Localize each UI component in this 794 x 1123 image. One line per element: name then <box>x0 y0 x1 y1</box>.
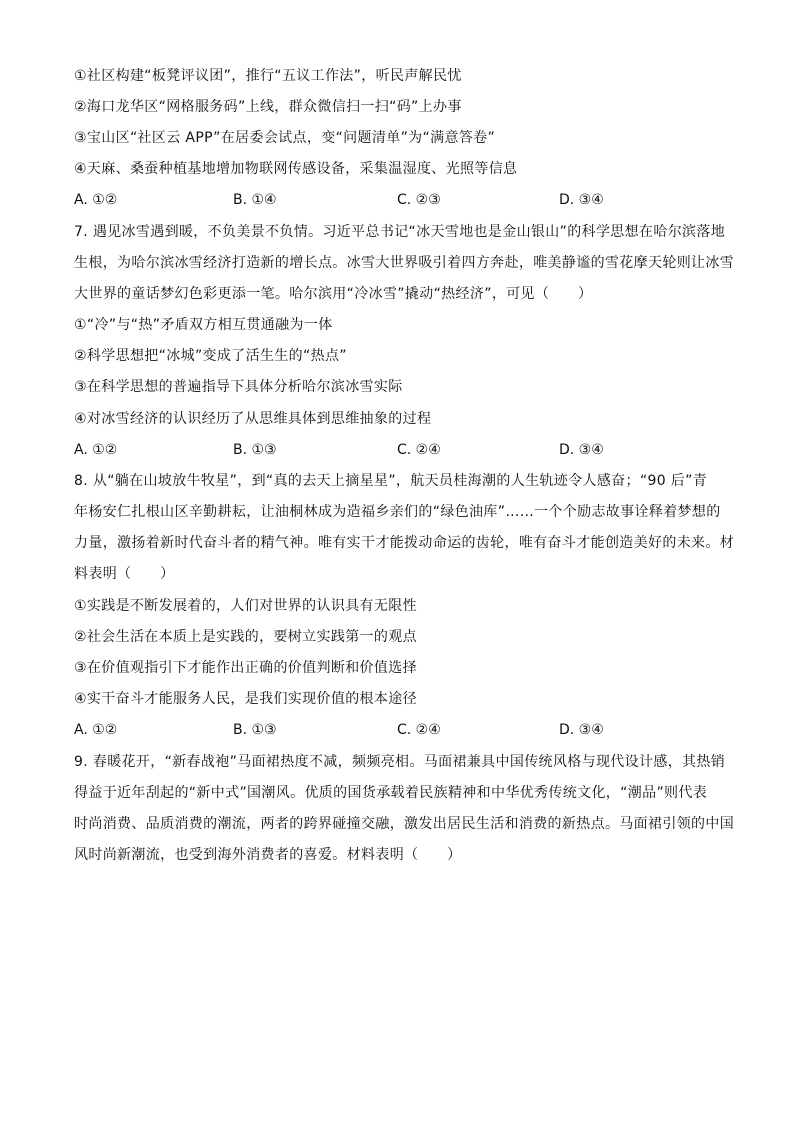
q7-options <box>74 440 724 460</box>
q8-stem-line-3: 力量，激扬着新时代奋斗者的精气神。唯有实干才能拨动命运的齿轮，唯有奋斗才能创造美好的未来。材 <box>74 535 735 551</box>
q8-stem-line-4: 料表明（ ） <box>74 566 175 582</box>
q9-stem-line-1: 9. 春暖花开，“新春战袍”马面裙热度不减，频频亮相。马面裙兼具中国传统风格与现代设计感，其热销 <box>74 754 726 770</box>
q7-item-2: ②科学思想把“冰城”变成了活生生的“热点” <box>74 348 347 364</box>
q7-option-d: D. ③④ <box>559 442 604 458</box>
q6-item-4: ④天麻、桑蚕种植基地增加物联网传感设备，采集温湿度、光照等信息 <box>74 161 518 177</box>
q7-option-a: A. ①② <box>74 442 118 458</box>
q8-item-1: ①实践是不断发展着的，人们对世界的认识具有无限性 <box>74 598 417 614</box>
q8-item-2: ②社会生活在本质上是实践的，要树立实践第一的观点 <box>74 629 417 645</box>
q9-stem-line-2: 得益于近年刮起的“新中式”国潮风。优质的国货承载着民族精神和中华优秀传统文化，“潮品”则代表 <box>74 785 708 801</box>
q8-stem-line-2: 年杨安仁扎根山区辛勤耕耘，让油桐林成为造福乡亲们的“绿色油库”……一个个励志故事诠释着梦想的 <box>74 504 721 520</box>
q8-option-c: C. ②④ <box>397 722 441 738</box>
q9-stem-line-3: 时尚消费、品质消费的潮流，两者的跨界碰撞交融，激发出居民生活和消费的新热点。马面裙引领的中国 <box>74 816 735 832</box>
q6-option-d: D. ③④ <box>559 192 604 208</box>
q8-options <box>74 720 724 740</box>
q9-stem-line-4: 风时尚新潮流，也受到海外消费者的喜爱。材料表明（ ） <box>74 847 462 863</box>
q7-item-1: ①“冷”与“热”矛盾双方相互贯通融为一体 <box>74 317 333 333</box>
q7-stem-line-2: 生根，为哈尔滨冰雪经济打造新的增长点。冰雪大世界吸引着四方奔赴，唯美静谧的雪花摩天轮则让冰雪 <box>74 255 735 271</box>
q6-option-a: A. ①② <box>74 192 118 208</box>
q8-item-3: ③在价值观指引下才能作出正确的价值判断和价值选择 <box>74 660 417 676</box>
q8-option-d: D. ③④ <box>559 722 604 738</box>
q7-option-b: B. ①③ <box>233 442 277 458</box>
q6-item-1: ①社区构建“板凳评议团”，推行“五议工作法”，听民声解民忧 <box>74 68 462 84</box>
q7-stem-line-1: 7. 遇见冰雪遇到暖，不负美景不负情。习近平总书记“冰天雪地也是金山银山”的科学思想在哈尔滨落地 <box>74 224 726 240</box>
q8-option-b: B. ①③ <box>233 722 277 738</box>
q8-stem-line-1: 8. 从“躺在山坡放牛牧星”，到“真的去天上摘星星”，航天员桂海潮的人生轨迹令人感奋；“90 后”青 <box>74 473 708 489</box>
q7-item-3: ③在科学思想的普遍指导下具体分析哈尔滨冰雪实际 <box>74 379 403 395</box>
q6-options <box>74 190 724 210</box>
q7-stem-line-3: 大世界的童话梦幻色彩更添一笔。哈尔滨用“冷冰雪”撬动“热经济”，可见（ ） <box>74 286 593 302</box>
q7-item-4: ④对冰雪经济的认识经历了从思维具体到思维抽象的过程 <box>74 411 432 427</box>
q8-option-a: A. ①② <box>74 722 118 738</box>
q6-item-2: ②海口龙华区“网格服务码”上线，群众微信扫一扫“码”上办事 <box>74 99 462 115</box>
q6-option-b: B. ①④ <box>233 192 277 208</box>
q6-option-c: C. ②③ <box>397 192 441 208</box>
q6-item-3: ③宝山区“社区云 APP”在居委会试点，变“问题清单”为“满意答卷” <box>74 130 496 146</box>
q8-item-4: ④实干奋斗才能服务人民，是我们实现价值的根本途径 <box>74 691 417 707</box>
q7-option-c: C. ②④ <box>397 442 441 458</box>
